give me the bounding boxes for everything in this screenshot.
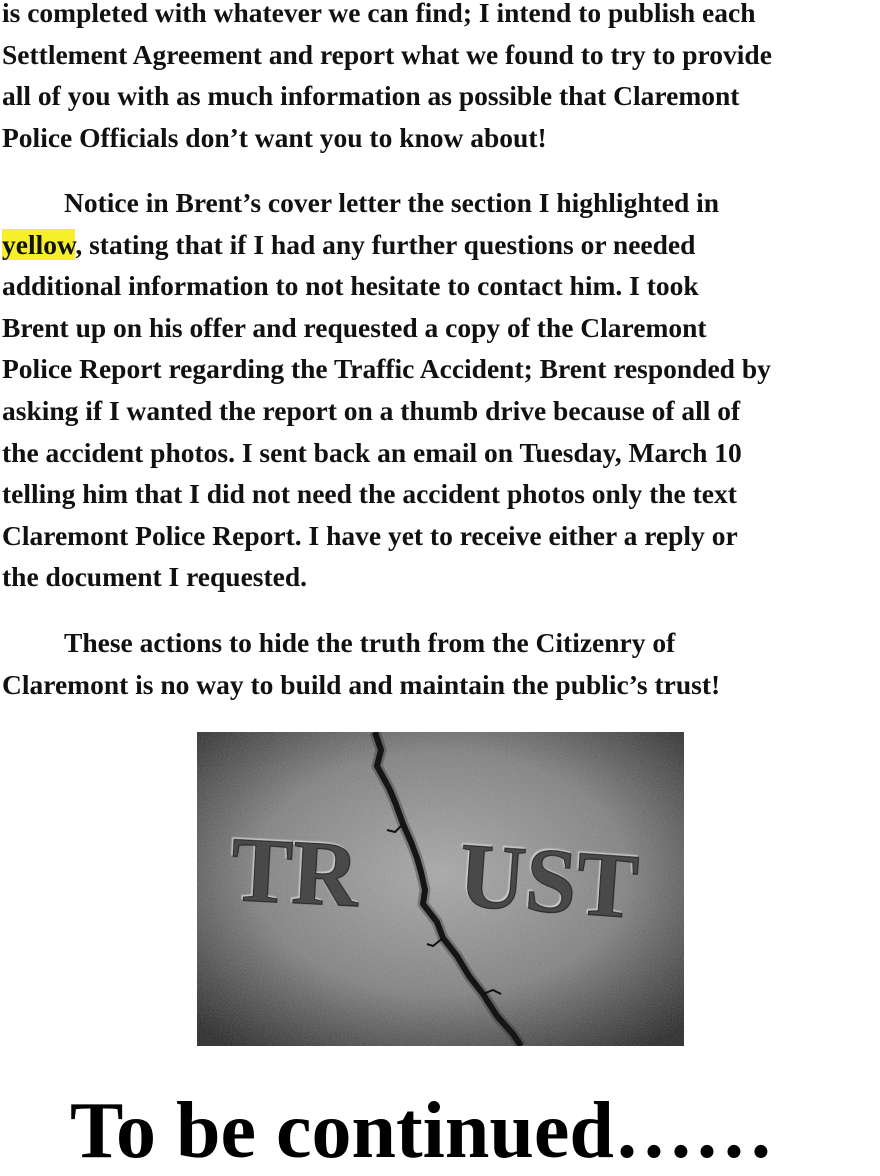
text-line: [2, 224, 880, 266]
text-line: additional information to not hesitate to contact him. I took: [2, 270, 699, 302]
text-fragment: , stating that if I had any further questions or needed: [75, 228, 696, 260]
broken-trust-image: [197, 732, 684, 1046]
trust-left-letters: TR: [228, 817, 362, 927]
text-line: Claremont is no way to build and maintain the public’s trust!: [2, 668, 721, 700]
paragraph-2: [2, 182, 880, 598]
text-line: the accident photos. I sent back an email on Tuesday, March 10: [2, 436, 742, 468]
text-line: Police Report regarding the Traffic Accident; Brent responded by: [2, 353, 771, 385]
text-line: asking if I wanted the report on a thumb drive because of all of: [2, 394, 741, 426]
paragraph-1: [2, 0, 880, 158]
text-line: the document I requested.: [2, 561, 308, 593]
text-line: Brent up on his offer and requested a copy of the Claremont: [2, 311, 707, 343]
trust-right-letters: UST: [455, 823, 642, 938]
to-be-continued-heading: To be continued……: [70, 1087, 774, 1175]
text-line: Notice in Brent’s cover letter the section I highlighted in: [64, 187, 720, 218]
text-line: Settlement Agreement and report what we found to try to provide: [2, 38, 772, 70]
text-line: is completed with whatever we can find; I intend to publish each: [2, 0, 756, 28]
text-line: Police Officials don’t want you to know about!: [2, 121, 547, 153]
text-line: all of you with as much information as possible that Claremont: [2, 80, 740, 112]
highlighted-word: yellow: [2, 228, 76, 260]
paragraph-3: [2, 622, 880, 705]
text-line: telling him that I did not need the accident photos only the text: [2, 478, 737, 510]
text-line: Claremont Police Report. I have yet to receive either a reply or: [2, 519, 738, 551]
text-line: These actions to hide the truth from the Citizenry of: [64, 627, 676, 658]
